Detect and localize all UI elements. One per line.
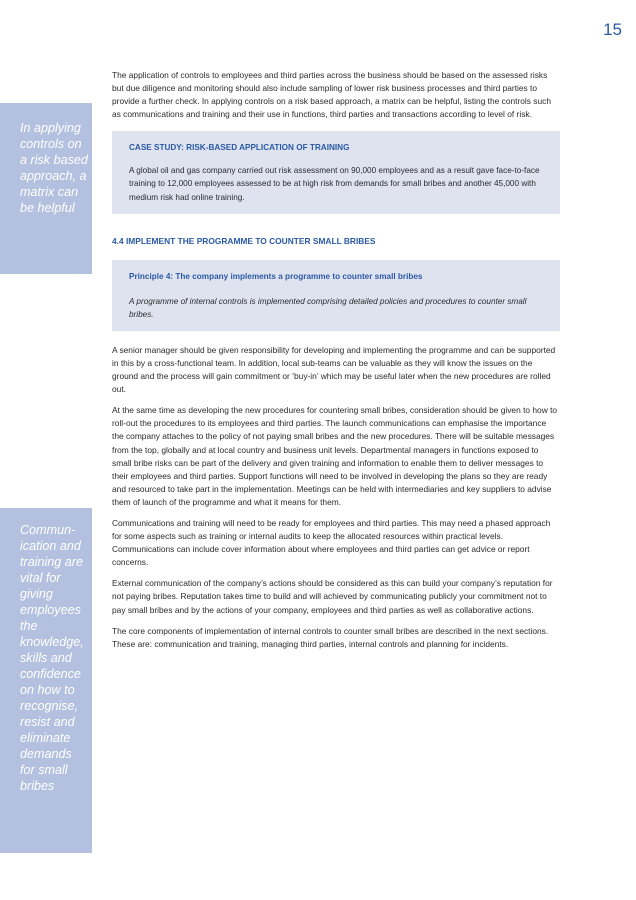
- pull-quote-risk-matrix: In applying controls on a risk based approach, a matrix can be helpful: [0, 103, 92, 274]
- case-study-box: [112, 131, 560, 213]
- body-paragraph: At the same time as developing the new procedures for countering small bribes, consideration should be given to how to roll-out the procedures to its employees and third parties. The launch communications can emphasise the importance the company attaches to the policy of not paying small bribes and the new procedures. There will be suitable messages from the top, globally and at local country and business unit levels. Departmental managers in functions exposed to small bribe risks can be part of the delivery and given training and information to enable them to deliver messages to their employees and third parties. Support functions will need to be involved in developing the plans so they are ready and resourced to take part in the implementation. Meetings can be held with intermediaries and key suppliers to advise them of launch of the programme and what it means for them.: [112, 405, 558, 507]
- section-heading: 4.4 IMPLEMENT THE PROGRAMME TO COUNTER SMALL BRIBES: [112, 235, 376, 246]
- case-study-title: CASE STUDY: RISK-BASED APPLICATION OF TRAINING: [129, 143, 350, 153]
- body-paragraph: Communications and training will need to be ready for employees and third parties. This may need a phased approach for some aspects such as training or internal audits to keep the allocated resources within practical levels. Communications can include cover information about where employees and third parties can get advice or report concerns.: [112, 517, 551, 568]
- principle-box: [112, 260, 560, 331]
- principle-title: Principle 4: The company implements a programme to counter small bribes: [129, 271, 423, 281]
- intro-paragraph: The application of controls to employees and third parties across the business should be based on the assessed risks but due diligence and monitoring should also include sampling of lower risk business processes and third parties to provide a further check. In applying controls on a risk based approach, a matrix can be helpful, listing the controls such as communications and training and their use in functions, third parties and transactions according to level of risk.: [112, 70, 551, 120]
- case-study-text: A global oil and gas company carried out risk assessment on 90,000 employees and as a result gave face-to-face training to 12,000 employees assessed to be at high risk from demands for small bribes and another 45,000 with medium risk had online training.: [129, 166, 540, 202]
- body-paragraph: A senior manager should be given responsibility for developing and implementing the programme and can be supported in this by a cross-functional team. In addition, local sub-teams can be valuable as they will know the issues on the ground and the process will gain commitment or ‘buy-in’ which may be useful later when the new procedures are rolled out.: [112, 344, 556, 395]
- principle-text: A programme of internal controls is implemented comprising detailed policies and procedures to counter small bribes.: [129, 296, 527, 319]
- main-content: [112, 69, 560, 659]
- body-paragraph: The core components of implementation of internal controls to counter small bribes are described in the next sections. These are: communication and training, managing third parties, internal controls and planning for incidents.: [112, 625, 549, 649]
- pull-quote-communication-training: Commun-ication and training are vital for giving employees the knowledge, skills and confidence on how to recognise, resist and eliminate demands for small bribes: [0, 508, 92, 853]
- body-paragraph: External communication of the company’s actions should be considered as this can build your company’s reputation for not paying bribes. Reputation takes time to build and will achieved by communicating publicly your commitment not to pay small bribes and by the actions of your company, employees and third parties as well as collaborative actions.: [112, 578, 553, 615]
- page-number: 15: [603, 20, 622, 39]
